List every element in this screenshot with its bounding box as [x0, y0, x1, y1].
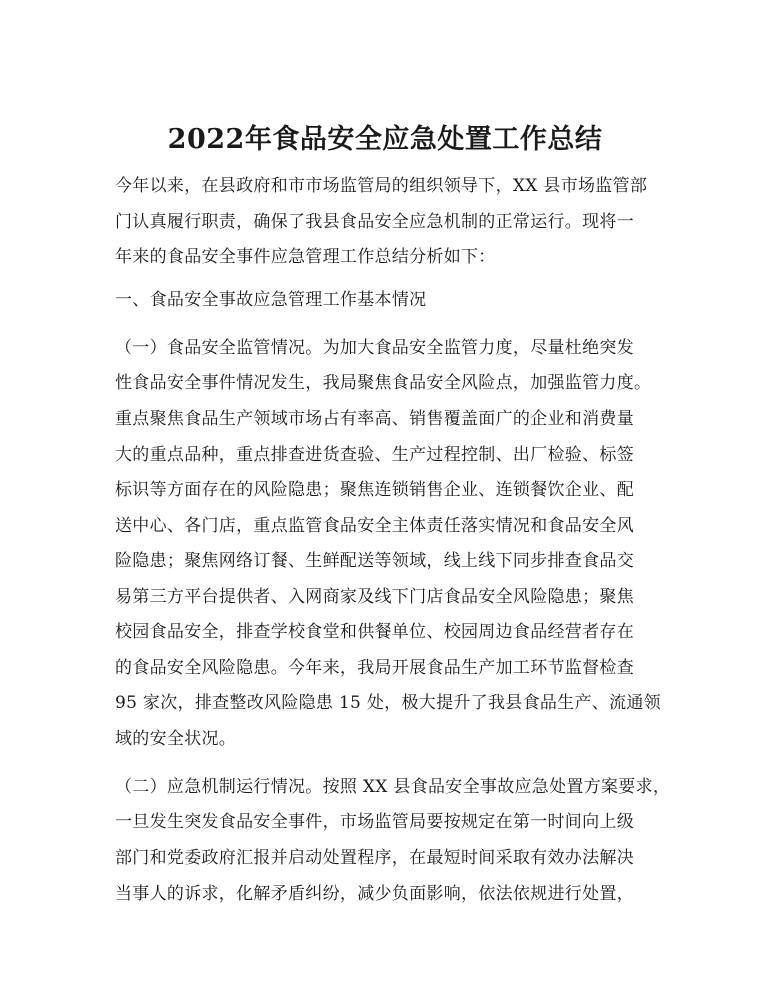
paragraph-2-line-2: 一旦发生突发食品安全事件，市场监管局要按规定在第一时间向上级	[115, 812, 634, 832]
paragraph-1-line-2: 性食品安全事件情况发生，我局聚焦食品安全风险点，加强监管力度。	[115, 373, 652, 393]
paragraph-2-line-4: 当事人的诉求，化解矛盾纠纷，减少负面影响，依法依规进行处置，	[115, 884, 634, 904]
paragraph-1-line-8: 易第三方平台提供者、入网商家及线下门店食品安全风险隐患；聚焦	[115, 587, 634, 607]
paragraph-1-line-6: 送中心、各门店，重点监管食品安全主体责任落实情况和食品安全风	[115, 516, 634, 536]
intro-line-2: 门认真履行职责，确保了我县食品安全应急机制的正常运行。现将一	[115, 212, 634, 232]
paragraph-1-line-11: 95 家次，排查整改风险隐患 15 处，极大提升了我县食品生产、流通领	[115, 693, 661, 713]
paragraph-2-line-1: （二）应急机制运行情况。按照 XX 县食品安全事故应急处置方案要求，	[115, 777, 671, 797]
intro-line-3: 年来的食品安全事件应急管理工作总结分析如下：	[115, 247, 496, 267]
paragraph-1-line-1: （一）食品安全监管情况。为加大食品安全监管力度，尽量杜绝突发	[115, 338, 634, 358]
paragraph-1-line-12: 域的安全状况。	[115, 729, 237, 749]
paragraph-1-line-7: 险隐患；聚焦网络订餐、生鲜配送等领域，线上线下同步排查食品交	[115, 551, 634, 571]
intro-line-1: 今年以来，在县政府和市市场监管局的组织领导下，XX 县市场监管部	[115, 176, 648, 196]
paragraph-1-line-5: 标识等方面存在的风险隐患；聚焦连锁销售企业、连锁餐饮企业、配	[115, 480, 634, 500]
section-heading-1: 一、食品安全事故应急管理工作基本情况	[115, 290, 427, 310]
paragraph-1-line-3: 重点聚焦食品生产领域市场占有率高、销售覆盖面广的企业和消费量	[115, 409, 634, 429]
paragraph-1-line-9: 校园食品安全，排查学校食堂和供餐单位、校园周边食品经营者存在	[115, 622, 634, 642]
paragraph-2-line-3: 部门和党委政府汇报并启动处置程序，在最短时间采取有效办法解决	[115, 848, 634, 868]
paragraph-1-line-10: 的食品安全风险隐患。今年来，我局开展食品生产加工环节监督检查	[115, 658, 634, 678]
paragraph-1-line-4: 大的重点品种，重点排查进货查验、生产过程控制、出厂检验、标签	[115, 445, 634, 465]
document-title: 2022年食品安全应急处置工作总结	[167, 124, 603, 155]
